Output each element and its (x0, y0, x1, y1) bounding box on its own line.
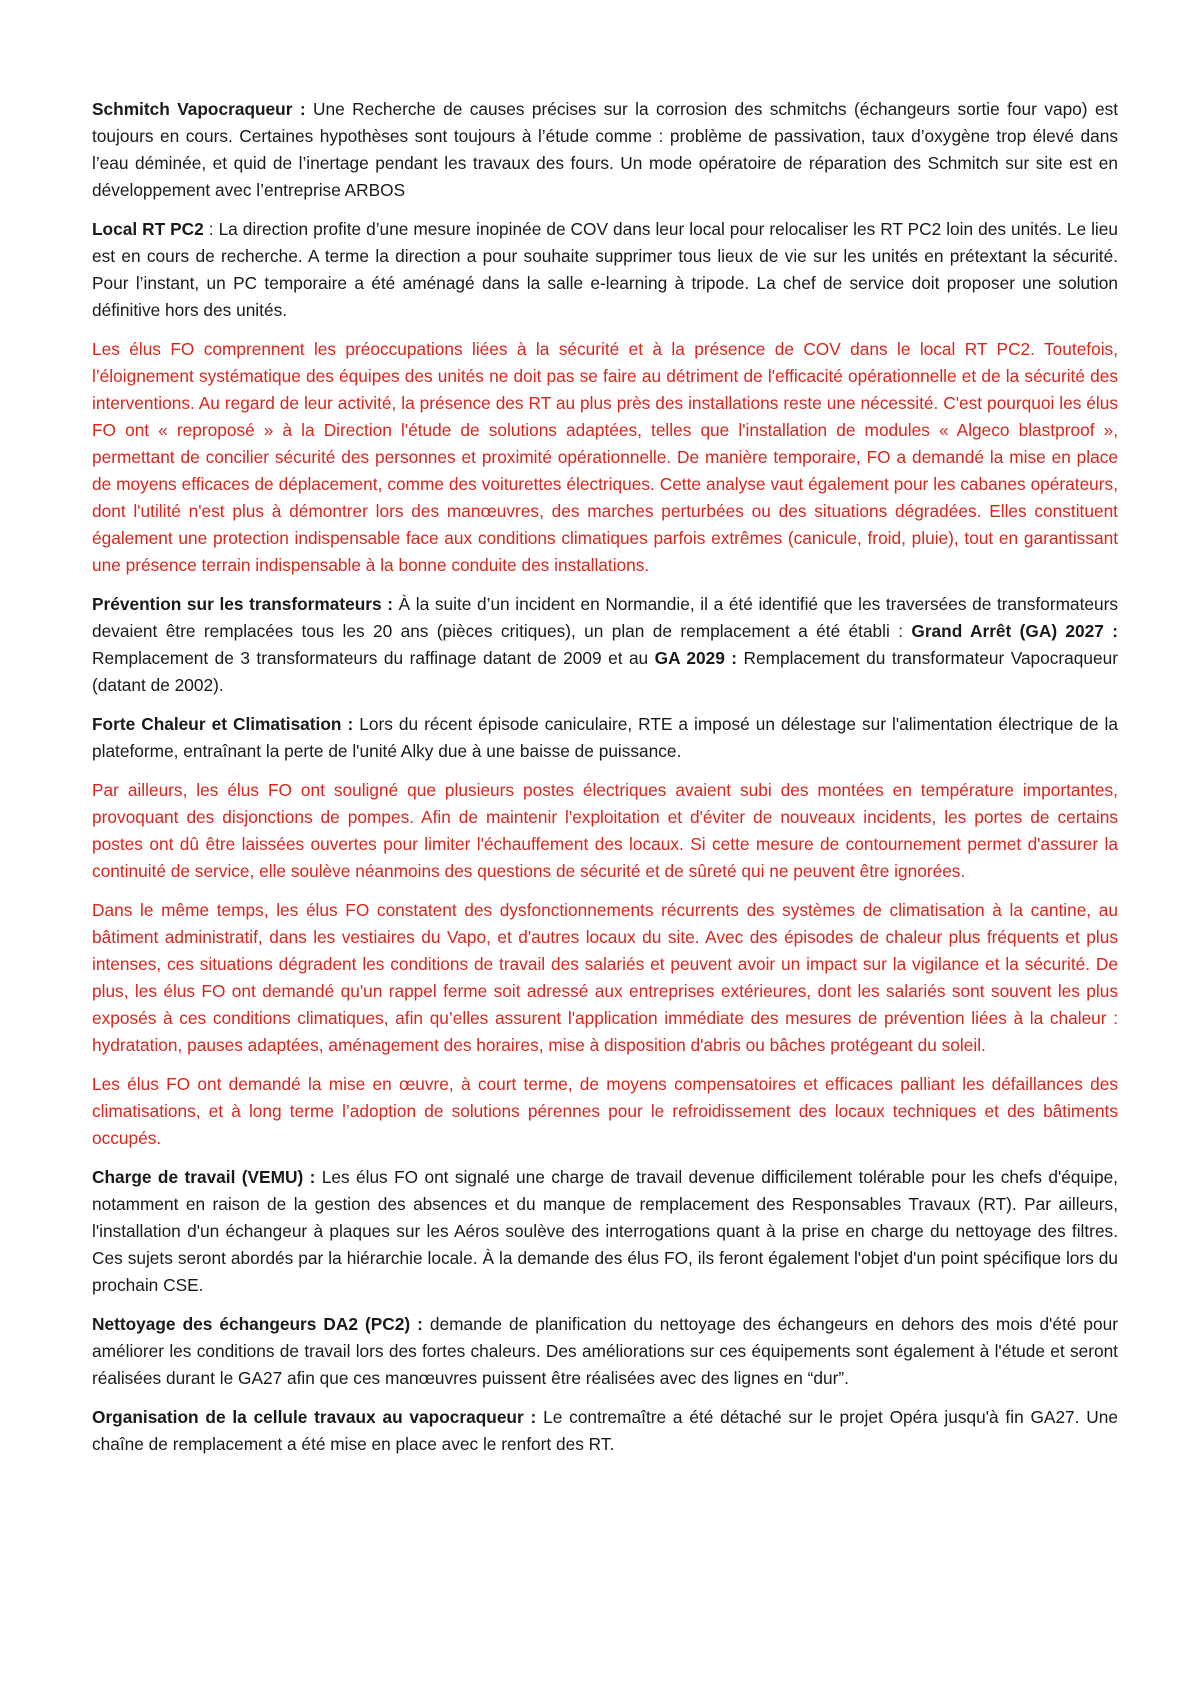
paragraph-chaleur (92, 711, 1118, 765)
text-schmitch: Une Recherche de causes précises sur la corrosion des schmitchs (échangeurs sortie four vapo) est toujours en cours. Certaines hypothèses sont toujours à l’étude comme : problème de passivation, taux d’oxygène trop élevé dans l’eau déminée, et quid de l’inertage pendant les travaux des fours. Un mode opératoire de réparation des Schmitch sur site est en développement avec l’entreprise ARBOS (92, 99, 1119, 200)
heading-cellule: Organisation de la cellule travaux au vapocraqueur : (92, 1407, 537, 1427)
text-charge: Les élus FO ont signalé une charge de travail devenue difficilement tolérable pour les chefs d'équipe, notamment en raison de la gestion des absences et du manque de remplacement des Responsables Travaux (RT). Par ailleurs, l'installation d'un échangeur à plaques sur les Aéros soulève des interrogations quant à la prise en charge du nettoyage des filtres. Ces sujets seront abordés par la hiérarchie locale. À la demande des élus FO, ils feront également l'objet d'un point spécifique lors du prochain CSE. (92, 1167, 1118, 1295)
paragraph-schmitch (92, 96, 1118, 204)
heading-nettoyage: Nettoyage des échangeurs DA2 (PC2) : (92, 1314, 423, 1334)
text-transformateurs-3: Remplacement du transformateur Vapocraqueur (datant de 2002). (92, 648, 1118, 695)
label-ga2027: Grand Arrêt (GA) 2027 : (911, 621, 1118, 641)
paragraph-nettoyage (92, 1311, 1118, 1392)
text-nettoyage: demande de planification du nettoyage des échangeurs en dehors des mois d'été pour améliorer les conditions de travail lors des fortes chaleurs. Des améliorations sur ces équipements sont également à l'étude et seront réalisées durant le GA27 afin que ces manœuvres puissent être réalisées avec des lignes en “dur”. (92, 1314, 1118, 1388)
text-cellule: Le contremaître a été détaché sur le projet Opéra jusqu'à fin GA27. Une chaîne de remplacement a été mise en place avec le renfort des RT. (92, 1407, 1118, 1454)
label-ga2029: GA 2029 : (654, 648, 738, 668)
paragraph-cellule (92, 1404, 1118, 1458)
paragraph-local-rt (92, 216, 1118, 324)
heading-schmitch: Schmitch Vapocraqueur : (92, 99, 306, 119)
text-chaleur: Lors du récent épisode caniculaire, RTE a imposé un délestage sur l'alimentation électrique de la plateforme, entraînant la perte de l'unité Alky due à une baisse de puissance. (92, 714, 1118, 761)
document-page (92, 96, 1118, 1470)
heading-local-rt: Local RT PC2 (92, 219, 204, 239)
paragraph-fo-moyens: Les élus FO ont demandé la mise en œuvre, à court terme, de moyens compensatoires et efficaces palliant les défaillances des climatisations, et à long terme l’adoption de solutions pérennes pour le refroidissement des locaux techniques et des bâtiments occupés. (92, 1074, 1118, 1148)
paragraph-fo-postes: Par ailleurs, les élus FO ont souligné que plusieurs postes électriques avaient subi des montées en température importantes, provoquant des disjonctions de pompes. Afin de maintenir l'exploitation et d'éviter de nouveaux incidents, les portes de certains postes ont dû être laissées ouvertes pour limiter l'échauffement des locaux. Si cette mesure de contournement permet d'assurer la continuité de service, elle soulève néanmoins des questions de sécurité et de sûreté qui ne peuvent être ignorées. (92, 780, 1118, 881)
paragraph-charge (92, 1164, 1118, 1299)
text-local-rt: : La direction profite d’une mesure inopinée de COV dans leur local pour relocaliser les RT PC2 loin des unités. Le lieu est en cours de recherche. A terme la direction a pour souhaite supprimer tous lieux de vie sur les unités en prétextant la sécurité. Pour l’instant, un PC temporaire a été aménagé dans la salle e-learning à tripode. La chef de service doit proposer une solution définitive hors des unités. (92, 219, 1118, 320)
heading-chaleur: Forte Chaleur et Climatisation : (92, 714, 354, 734)
heading-charge: Charge de travail (VEMU) : (92, 1167, 316, 1187)
heading-transformateurs: Prévention sur les transformateurs : (92, 594, 394, 614)
paragraph-fo-clim: Dans le même temps, les élus FO constatent des dysfonctionnements récurrents des systèmes de climatisation à la cantine, au bâtiment administratif, dans les vestiaires du Vapo, et d'autres locaux du site. Avec des épisodes de chaleur plus fréquents et plus intenses, ces situations dégradent les conditions de travail des salariés et peuvent avoir un impact sur la vigilance et la sécurité. De plus, les élus FO ont demandé qu'un rappel ferme soit adressé aux entreprises extérieures, dont les salariés sont souvent les plus exposés à ces conditions climatiques, afin qu’elles assurent l'application immédiate des mesures de prévention liées à la chaleur : hydratation, pauses adaptées, aménagement des horaires, mise à disposition d'abris ou bâches protégeant du soleil. (92, 900, 1118, 1055)
paragraph-fo-local-rt: Les élus FO comprennent les préoccupations liées à la sécurité et à la présence de COV dans le local RT PC2. Toutefois, l’éloignement systématique des équipes des unités ne doit pas se faire au détriment de l'efficacité opérationnelle et de la sécurité des interventions. Au regard de leur activité, la présence des RT au plus près des installations reste une nécessité. C'est pourquoi les élus FO ont « reproposé » à la Direction l'étude de solutions adaptées, telles que l'installation de modules « Algeco blastproof », permettant de concilier sécurité des personnes et proximité opérationnelle. De manière temporaire, FO a demandé la mise en place de moyens efficaces de déplacement, comme des voiturettes électriques. Cette analyse vaut également pour les cabanes opérateurs, dont l'utilité n'est plus à démontrer lors des manœuvres, des marches perturbées ou des situations dégradées. Elles constituent également une protection indispensable face aux conditions climatiques parfois extrêmes (canicule, froid, pluie), tout en garantissant une présence terrain indispensable à la bonne conduite des installations. (92, 339, 1118, 575)
text-transformateurs-1: À la suite d’un incident en Normandie, il a été identifié que les traversées de transformateurs devaient être remplacées tous les 20 ans (pièces critiques), un plan de remplacement a été établi : (92, 594, 1118, 641)
paragraph-transformateurs (92, 591, 1118, 699)
text-transformateurs-2: Remplacement de 3 transformateurs du raffinage datant de 2009 et au (92, 648, 655, 668)
